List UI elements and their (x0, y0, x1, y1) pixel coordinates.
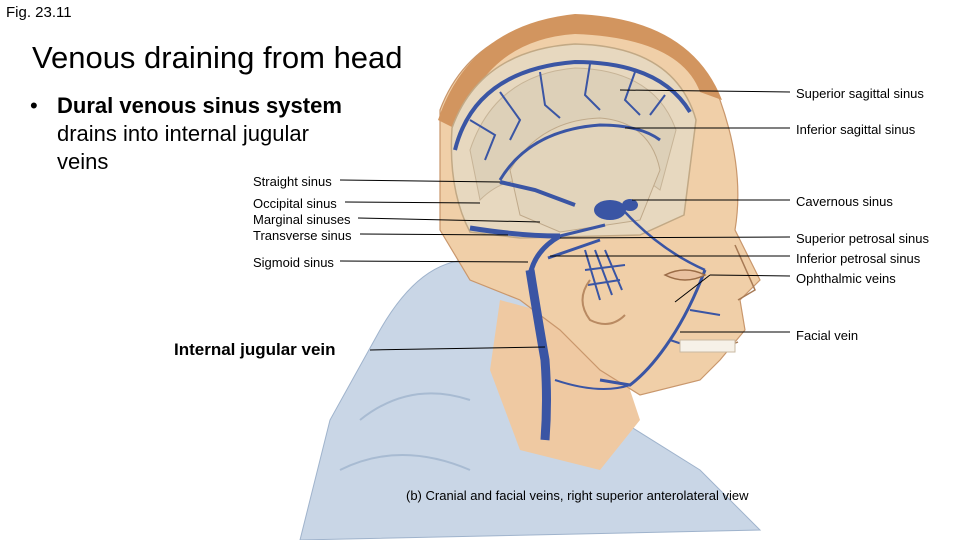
label-inferior-sagittal-sinus: Inferior sagittal sinus (796, 122, 916, 137)
label-inferior-petrosal-sinus: Inferior petrosal sinus (796, 251, 921, 266)
figure-caption: (b) Cranial and facial veins, right superior anterolateral view (406, 488, 749, 503)
label-marginal-sinuses: Marginal sinuses (253, 212, 351, 227)
figure-number: Fig. 23.11 (6, 4, 72, 21)
label-occipital-sinus: Occipital sinus (253, 196, 337, 211)
teeth (680, 340, 735, 352)
bullet-marker: • (30, 93, 38, 118)
label-superior-sagittal-sinus: Superior sagittal sinus (796, 86, 924, 101)
label-transverse-sinus: Transverse sinus (253, 228, 352, 243)
label-facial-vein: Facial vein (796, 328, 859, 343)
label-internal-jugular-vein: Internal jugular vein (174, 340, 336, 359)
label-superior-petrosal-sinus: Superior petrosal sinus (796, 231, 929, 246)
slide-title: Venous draining from head (32, 40, 403, 75)
label-straight-sinus: Straight sinus (253, 174, 332, 189)
label-cavernous-sinus: Cavernous sinus (796, 194, 893, 209)
bullet-bold-text: Dural venous sinus system (57, 93, 342, 118)
label-ophthalmic-veins: Ophthalmic veins (796, 271, 896, 286)
label-sigmoid-sinus: Sigmoid sinus (253, 255, 334, 270)
bullet-text: drains into internal jugular veins (57, 121, 309, 174)
